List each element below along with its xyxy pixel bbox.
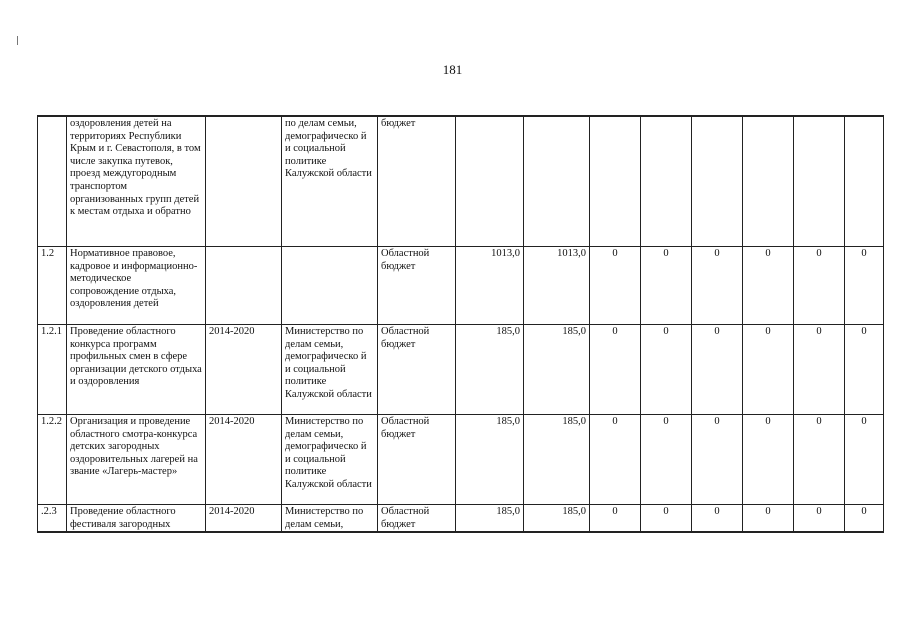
row-year-cell: 0 (794, 415, 845, 505)
row-year-cell: 0 (845, 247, 884, 325)
row-source-cell: Областной бюджет (378, 325, 456, 415)
table-row (38, 116, 884, 247)
row-year-cell: 0 (641, 325, 692, 415)
row-source-cell: Областной бюджет (378, 415, 456, 505)
row-year-cell: 0 (743, 325, 794, 415)
row-code-cell: 1.2 (38, 247, 67, 325)
table-row (38, 325, 884, 415)
row-year-cell: 185,0 (524, 325, 590, 415)
row-year-cell: 0 (794, 505, 845, 533)
row-name-cell: Проведение областного фестиваля загородных (67, 505, 206, 533)
row-year-cell: 0 (590, 325, 641, 415)
row-year-cell: 0 (641, 247, 692, 325)
row-year-cell (743, 116, 794, 247)
row-year-cell: 0 (743, 505, 794, 533)
row-year-cell: 0 (692, 247, 743, 325)
row-year-cell: 0 (590, 505, 641, 533)
row-period-cell: 2014-2020 (206, 325, 282, 415)
row-year-cell (794, 116, 845, 247)
row-year-cell (845, 116, 884, 247)
row-year-cell: 0 (590, 415, 641, 505)
scan-mark (17, 36, 18, 45)
row-code-cell: 1.2.1 (38, 325, 67, 415)
row-year-cell: 0 (590, 247, 641, 325)
table-row (38, 505, 884, 533)
row-executor-cell: Министерство по делам семьи, (282, 505, 378, 533)
row-total-cell: 185,0 (456, 505, 524, 533)
row-period-cell: 2014-2020 (206, 505, 282, 533)
row-name-cell: Нормативное правовое, кадровое и информационно-методическое сопровождение отдыха, оздоровления детей (67, 247, 206, 325)
row-name-cell: оздоровления детей на территориях Республики Крым и г. Севастополя, в том числе закупка путевок, проезд междугородным транспортом организованных групп детей к местам отдыха и обратно (67, 116, 206, 247)
row-year-cell: 0 (692, 505, 743, 533)
table-body (38, 116, 884, 532)
row-total-cell: 185,0 (456, 325, 524, 415)
row-year-cell: 0 (794, 247, 845, 325)
row-name-cell: Проведение областного конкурса программ профильных смен в сфере организации детского отдыха и оздоровления (67, 325, 206, 415)
row-year-cell: 0 (794, 325, 845, 415)
row-year-cell: 185,0 (524, 505, 590, 533)
row-source-cell: Областной бюджет (378, 505, 456, 533)
row-source-cell: Областной бюджет (378, 247, 456, 325)
row-year-cell: 0 (692, 325, 743, 415)
row-year-cell: 0 (845, 415, 884, 505)
row-period-cell (206, 116, 282, 247)
row-year-cell: 185,0 (524, 415, 590, 505)
row-year-cell (692, 116, 743, 247)
row-total-cell: 1013,0 (456, 247, 524, 325)
budget-table (37, 115, 884, 533)
row-year-cell: 0 (641, 505, 692, 533)
row-year-cell: 0 (845, 325, 884, 415)
row-year-cell: 0 (641, 415, 692, 505)
row-executor-cell (282, 247, 378, 325)
table-row (38, 415, 884, 505)
table-row (38, 247, 884, 325)
row-code-cell: 1.2.2 (38, 415, 67, 505)
row-year-cell: 0 (743, 415, 794, 505)
row-executor-cell: Министерство по делам семьи, демографическо й и социальной политике Калужской области (282, 415, 378, 505)
row-executor-cell: Министерство по делам семьи, демографическо й и социальной политике Калужской области (282, 325, 378, 415)
row-period-cell: 2014-2020 (206, 415, 282, 505)
row-year-cell: 0 (692, 415, 743, 505)
row-year-cell (641, 116, 692, 247)
row-period-cell (206, 247, 282, 325)
row-year-cell (524, 116, 590, 247)
row-total-cell: 185,0 (456, 415, 524, 505)
row-code-cell (38, 116, 67, 247)
row-executor-cell: по делам семьи, демографическо й и социальной политике Калужской области (282, 116, 378, 247)
row-code-cell: .2.3 (38, 505, 67, 533)
row-source-cell: бюджет (378, 116, 456, 247)
row-year-cell (590, 116, 641, 247)
row-total-cell (456, 116, 524, 247)
row-year-cell: 0 (743, 247, 794, 325)
page-number: 181 (442, 62, 463, 77)
row-name-cell: Организация и проведение областного смотра-конкурса детских загородных оздоровительных лагерей на звание «Лагерь-мастер» (67, 415, 206, 505)
row-year-cell: 0 (845, 505, 884, 533)
row-year-cell: 1013,0 (524, 247, 590, 325)
